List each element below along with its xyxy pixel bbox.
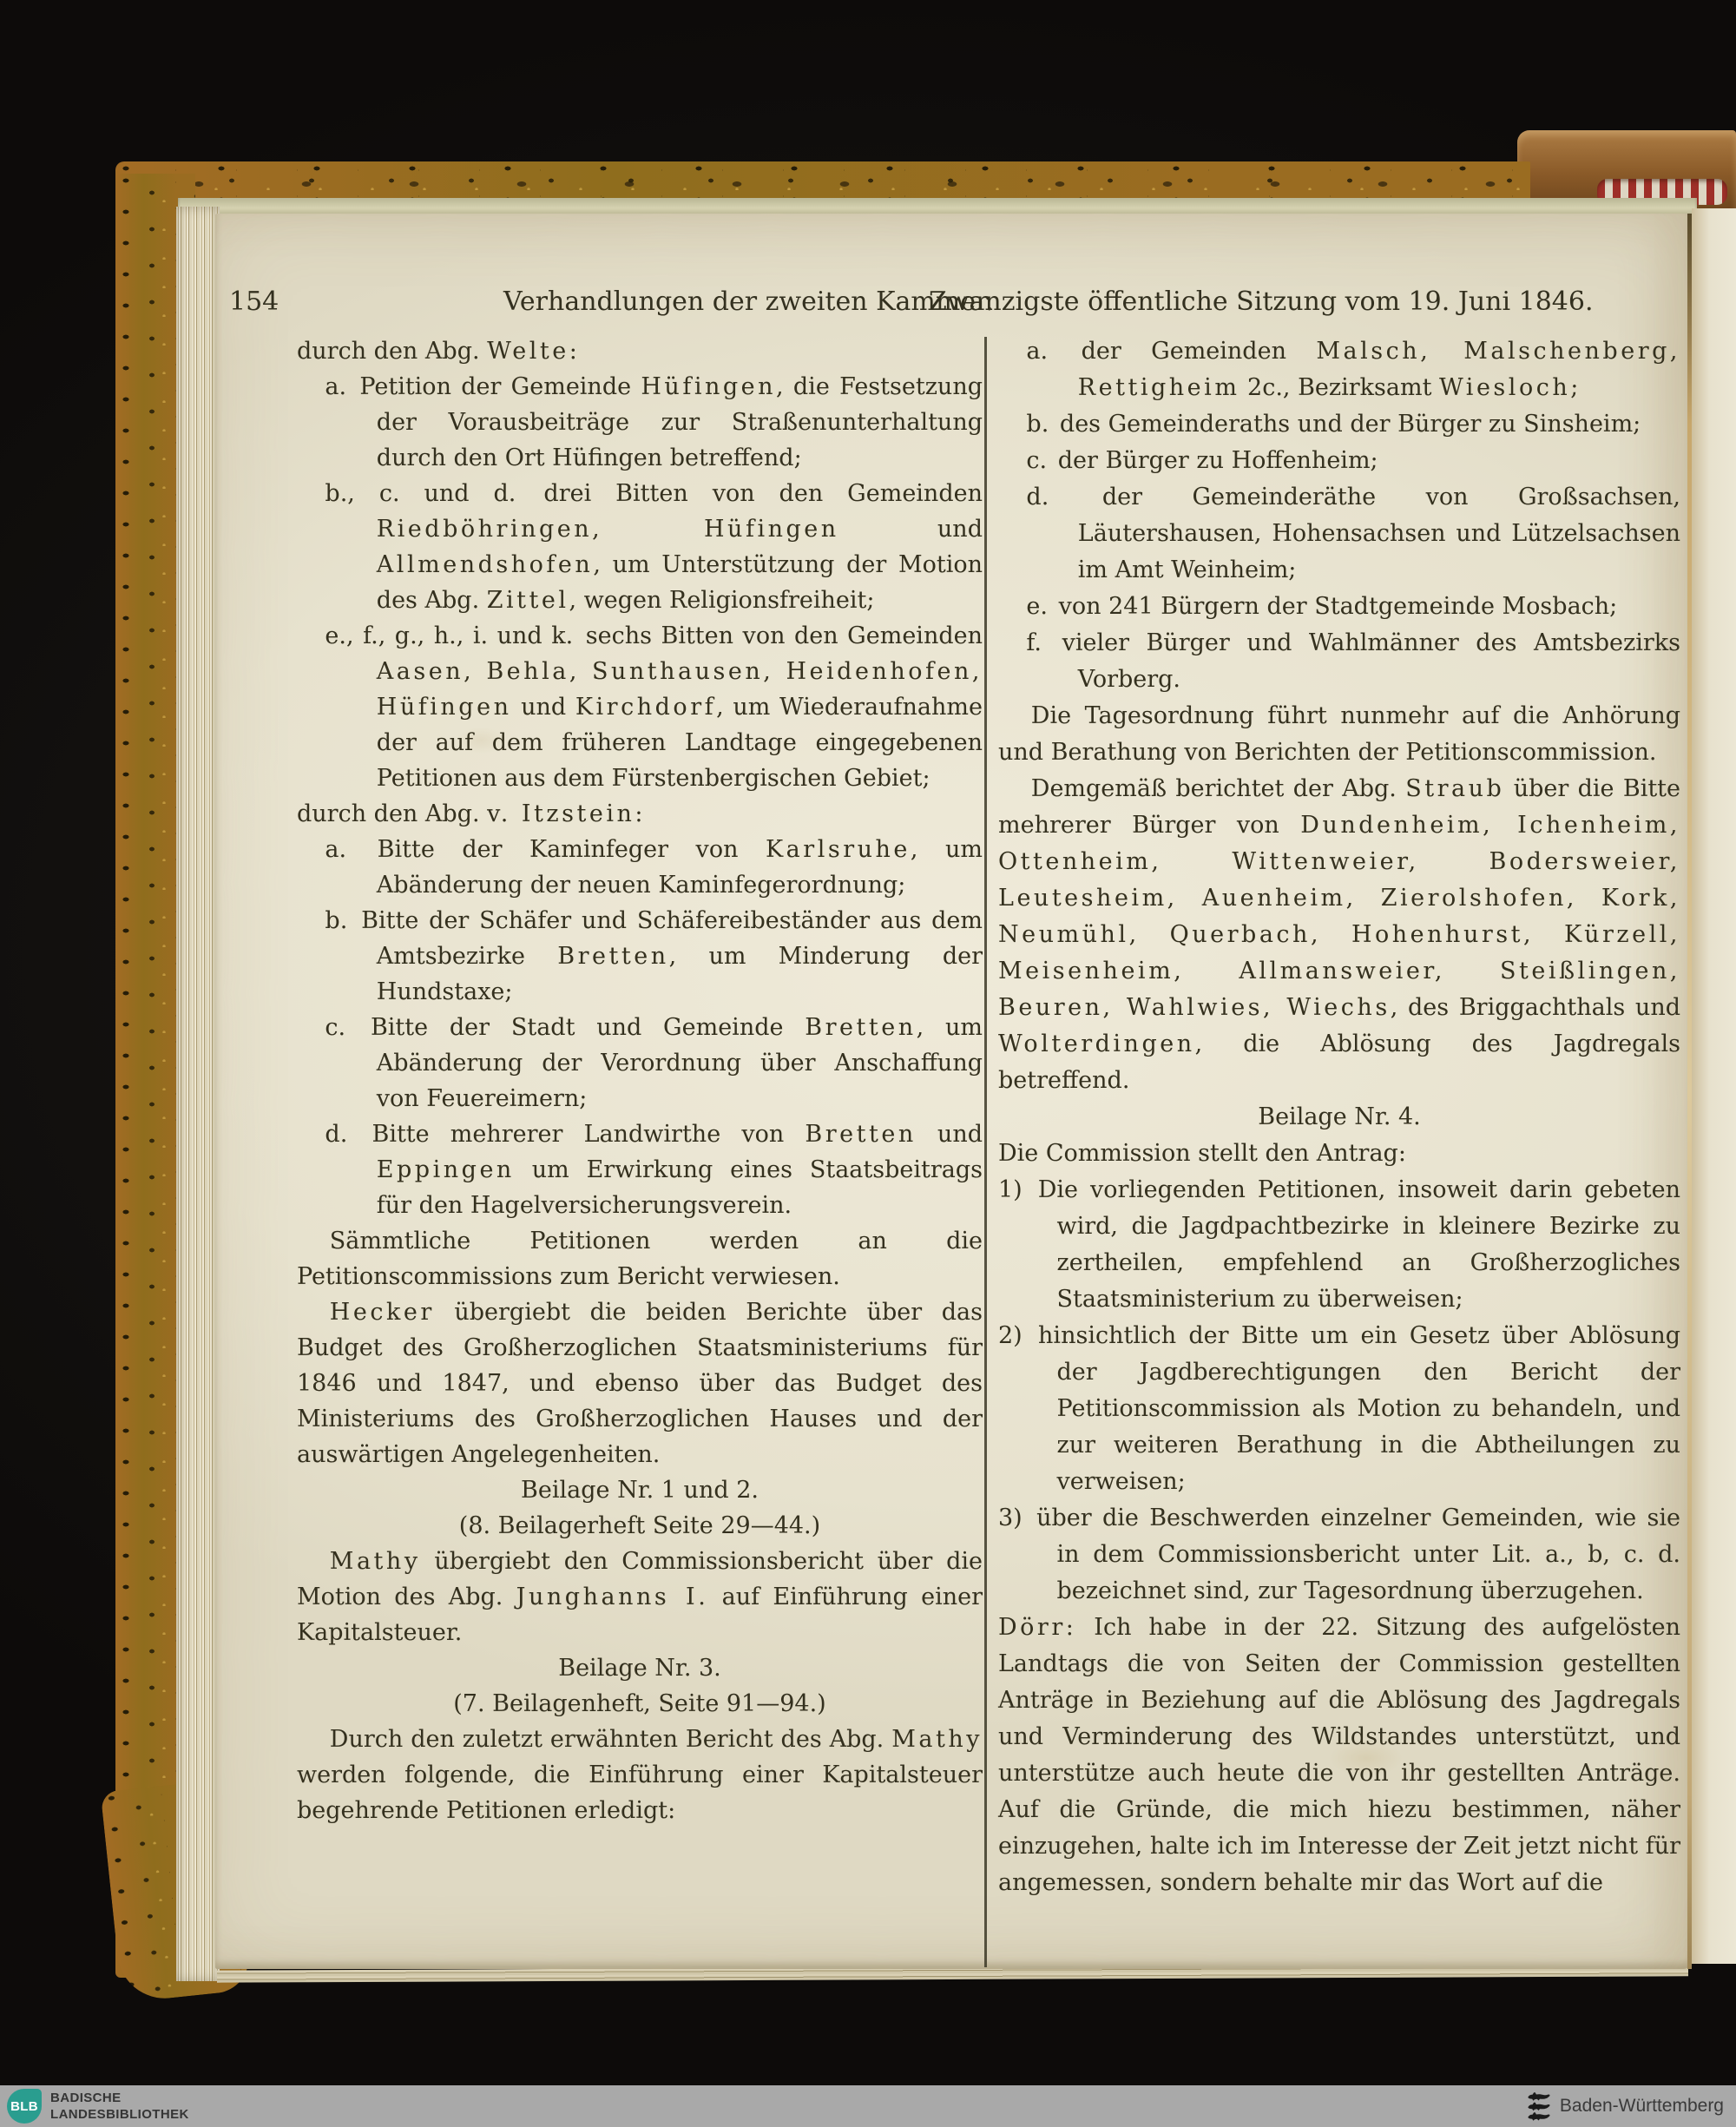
- text-segment: Eppingen: [376, 1156, 515, 1183]
- paragraph: [998, 1136, 1680, 1172]
- text-segment: Petition der Gemeinde: [359, 373, 641, 400]
- paragraph: [297, 1508, 983, 1544]
- text-segment: Aasen, Behla, Sunthausen, Heidenhofen, Hüfingen: [376, 658, 983, 721]
- text-segment: Mathy: [329, 1548, 421, 1575]
- item-label: b., c. und d.: [325, 480, 541, 507]
- text-segment: Welte: [487, 338, 569, 365]
- text-segment: übergiebt den Commissionsbericht über die Motion des Abg.: [297, 1548, 983, 1610]
- text-segment: , die Ablösung des Jagdregals betreffend.: [998, 1031, 1680, 1094]
- page-header: [215, 286, 1691, 325]
- text-segment: (8. Beilagerheft Seite 29—44.): [458, 1512, 821, 1539]
- paragraph: [998, 479, 1680, 589]
- paragraph: [297, 618, 983, 796]
- text-segment: Riedböhringen, Hüfingen: [376, 516, 839, 543]
- text-segment: und: [838, 516, 983, 543]
- paragraph: [297, 1544, 983, 1650]
- paragraph: [297, 1294, 983, 1472]
- text-segment: Wiesloch: [1439, 374, 1571, 401]
- text-segment: , um Abänderung der neuen Kaminfegerordnung;: [376, 836, 983, 899]
- paragraph: [998, 698, 1680, 771]
- header-session: Zwanzigste öffentliche Sitzung vom 19. Juni 1846.: [929, 286, 1594, 317]
- text-segment: sechs Bitten von den Gemeinden: [585, 622, 983, 649]
- paragraph: [998, 1099, 1680, 1136]
- library-name-line1: BADISCHE: [50, 2091, 122, 2105]
- paragraph: [998, 1610, 1680, 1901]
- text-segment: des Gemeinderaths und der Bürger zu Sinsheim;: [1059, 411, 1641, 438]
- text-segment: , wegen Religionsfreiheit;: [569, 587, 875, 614]
- item-label: b.: [325, 907, 358, 934]
- header-title: Verhandlungen der zweiten Kammer.: [503, 286, 994, 317]
- text-segment: Sämmtliche Petitionen werden an die Petitionscommissions zum Bericht verwiesen.: [297, 1228, 983, 1290]
- text-segment: Straub: [1405, 775, 1505, 802]
- text-segment: um Erwirkung eines Staatsbeitrags für den Hagelversicherungsverein.: [376, 1156, 983, 1219]
- library-name-line2: LANDESBIBLIOTHEK: [50, 2107, 189, 2122]
- text-segment: Dörr:: [998, 1614, 1077, 1641]
- paragraph: [297, 1116, 983, 1223]
- text-segment: Bitte der Schäfer und Schäfereibeständer aus dem Amtsbezirke: [361, 907, 983, 970]
- text-segment: Die Commission stellt den Antrag:: [998, 1140, 1406, 1167]
- text-segment: Bretten: [805, 1014, 917, 1041]
- text-segment: Beilage Nr. 1 und 2.: [521, 1477, 759, 1504]
- text-segment: v. Itzstein: [487, 800, 635, 827]
- item-label: b.: [1026, 411, 1056, 438]
- paragraph: [297, 1686, 983, 1722]
- item-label: d.: [1026, 484, 1099, 510]
- text-segment: und: [511, 694, 575, 721]
- text-segment: Die Tagesordnung führt nunmehr auf die Anhörung und Berathung von Berichten der Petitionscommission.: [998, 702, 1680, 766]
- paragraph: [297, 832, 983, 903]
- text-segment: Bitte der Stadt und Gemeinde: [370, 1014, 806, 1041]
- paragraph: [998, 1318, 1680, 1500]
- paragraph: [998, 771, 1680, 1099]
- paragraph: [297, 369, 983, 476]
- item-label: c.: [1026, 447, 1055, 474]
- paragraph: [297, 1722, 983, 1828]
- state-label: Baden-Württemberg: [1559, 2096, 1724, 2116]
- text-segment: Karlsruhe: [765, 836, 911, 863]
- text-segment: Malsch, Malschenberg, Rettigheim: [1077, 338, 1680, 401]
- item-label: d.: [325, 1121, 369, 1148]
- item-label: e.: [1026, 593, 1055, 620]
- paragraph: [297, 1223, 983, 1294]
- text-segment: Bitte der Kaminfeger von: [377, 836, 766, 863]
- paragraph: [297, 476, 983, 618]
- item-label: a.: [325, 373, 357, 400]
- text-segment: Zittel: [486, 587, 569, 614]
- paragraph: [998, 1172, 1680, 1318]
- text-segment: , um Unterstützung der Motion des Abg.: [376, 551, 983, 614]
- paragraph: [998, 1500, 1680, 1610]
- text-segment: und: [916, 1121, 983, 1148]
- text-segment: Beilage Nr. 4.: [1258, 1103, 1421, 1130]
- text-segment: , um Abänderung der Verordnung über Anschaffung von Feuereimern;: [376, 1014, 983, 1112]
- text-segment: über die Beschwerden einzelner Gemeinden, wie sie in dem Commissionsbericht unter Lit. a., b, c. d. bezeichnet sind, zur Tagesordnung überzugehen.: [1036, 1505, 1681, 1604]
- text-segment: Bretten: [805, 1121, 917, 1148]
- text-segment: , des Briggachthals und: [1390, 994, 1680, 1021]
- text-segment: der Gemeinderäthe von Großsachsen, Läutershausen, Hohensachsen und Lützelsachsen im Amt Weinheim;: [1077, 484, 1680, 583]
- item-label: f.: [1026, 629, 1059, 656]
- column-left: [297, 333, 983, 1828]
- text-segment: durch den Abg.: [297, 800, 488, 827]
- text-segment: :: [635, 800, 643, 827]
- text-segment: Hecker: [329, 1299, 435, 1326]
- text-segment: übergiebt die beiden Berichte über das Budget des Großherzoglichen Staatsministeriums für 1846 und 1847, und ebenso über das Budget des Ministeriums des Großherzoglichen Hauses und der auswärtigen Angelegenheiten.: [297, 1299, 983, 1468]
- paragraph: [297, 1472, 983, 1508]
- item-label: a.: [325, 836, 374, 863]
- text-segment: Durch den zuletzt erwähnten Bericht des Abg.: [329, 1726, 892, 1753]
- paragraph: [297, 333, 983, 369]
- text-segment: Die vorliegenden Petitionen, insoweit darin gebeten wird, die Jagdpachtbezirke in kleinere Bezirke zu zertheilen, empfehlend an Großherzogliches Staatsministerium zu überweisen;: [1037, 1176, 1680, 1313]
- item-label: e., f., g., h., i. und k.: [325, 622, 582, 649]
- fore-edge-pages: [176, 207, 220, 1981]
- paragraph: [998, 333, 1680, 406]
- text-segment: Wolterdingen: [998, 1031, 1195, 1057]
- paragraph: [998, 625, 1680, 698]
- coat-of-arms-icon: [1527, 2091, 1551, 2121]
- text-segment: vieler Bürger und Wahlmänner des Amtsbezirks Vorberg.: [1062, 629, 1680, 693]
- column-divider: [984, 337, 987, 1967]
- text-segment: der Bürger zu Hoffenheim;: [1057, 447, 1378, 474]
- text-segment: drei Bitten von den Gemeinden: [543, 480, 983, 507]
- text-segment: Allmendshofen: [376, 551, 594, 578]
- text-segment: durch den Abg.: [297, 338, 488, 365]
- page-number: 154: [229, 286, 279, 317]
- text-segment: Junghanns I.: [516, 1584, 709, 1610]
- paragraph: [297, 903, 983, 1010]
- scanned-page: [215, 214, 1691, 1969]
- state-logo-group: [1527, 2085, 1724, 2127]
- item-label: c.: [325, 1014, 367, 1041]
- text-segment: von 241 Bürgern der Stadtgemeinde Mosbach;: [1058, 593, 1618, 620]
- text-segment: auf Einführung einer Kapitalsteuer.: [297, 1584, 983, 1646]
- text-segment: Kirchdorf: [575, 694, 717, 721]
- text-segment: über die Bitte mehrerer Bürger von: [998, 775, 1681, 839]
- text-segment: Beilage Nr. 3.: [558, 1655, 721, 1682]
- text-segment: (7. Beilagenheft, Seite 91—94.): [453, 1690, 826, 1717]
- text-segment: , um Minderung der Hundstaxe;: [376, 943, 983, 1005]
- text-segment: , um Wiederaufnahme der auf dem früheren Landtage eingegebenen Petitionen aus dem Fürstenbergischen Gebiet;: [376, 694, 983, 792]
- text-segment: der Gemeinden: [1081, 338, 1317, 365]
- paragraph: [297, 1650, 983, 1686]
- paragraph: [998, 406, 1680, 443]
- footer-bar: [0, 2085, 1736, 2127]
- item-label: a.: [1026, 338, 1078, 365]
- text-segment: werden folgende, die Einführung einer Kapitalsteuer begehrende Petitionen erledigt:: [297, 1762, 983, 1824]
- text-segment: , die Festsetzung der Vorausbeiträge zur Straßenunterhaltung durch den Ort Hüfingen betreffend;: [376, 373, 983, 471]
- blb-abbr: BLB: [10, 2098, 38, 2114]
- item-label: 2): [998, 1322, 1035, 1349]
- blb-logo: [7, 2089, 42, 2124]
- item-label: 3): [998, 1505, 1034, 1531]
- text-segment: Bitte mehrerer Landwirthe von: [372, 1121, 806, 1148]
- item-label: 1): [998, 1176, 1035, 1203]
- column-right: [998, 333, 1680, 1901]
- text-segment: hinsichtlich der Bitte um ein Gesetz über Ablösung der Jagdberechtigungen den Bericht der Petitionscommission als Motion zu behandeln, und zur weiteren Berathung in die Abtheilungen zu verweisen;: [1038, 1322, 1680, 1495]
- paragraph: [998, 443, 1680, 479]
- paragraph: [297, 796, 983, 832]
- text-segment: :: [569, 338, 577, 365]
- paragraph: [998, 589, 1680, 625]
- text-segment: Ich habe in der 22. Sitzung des aufgelösten Landtags die von Seiten der Commission gestellten Anträge in Beziehung auf die Ablösung des Jagdregals und Verminderung des Wildstandes unterstützt, und unterstütze auch heute die von ihr gestellten Anträge. Auf die Gründe, die mich hiezu bestimmen, näher einzugehen, halte ich im Interesse der Zeit jetzt nicht für angemessen, sondern behalte mir das Wort auf die: [998, 1614, 1680, 1896]
- library-name: [50, 2090, 189, 2123]
- paragraph: [297, 1010, 983, 1116]
- text-segment: Bretten: [557, 943, 669, 970]
- text-segment: 2c., Bezirksamt: [1240, 374, 1440, 401]
- text-segment: Hüfingen: [641, 373, 777, 400]
- facing-page-sliver: [1692, 208, 1736, 1964]
- text-segment: Demgemäß berichtet der Abg.: [1030, 775, 1406, 802]
- text-segment: Mathy: [891, 1726, 983, 1753]
- text-segment: Dundenheim, Ichenheim, Ottenheim, Wittenweier, Bodersweier, Leutesheim, Auenheim, Zierolshofen, Kork, Neumühl, Querbach, Hohenhurst, Kürzell, Meisenheim, Allmansweier, Steißlingen, Beuren, Wahlwies, Wiechs: [998, 812, 1680, 1021]
- text-segment: ;: [1570, 374, 1579, 401]
